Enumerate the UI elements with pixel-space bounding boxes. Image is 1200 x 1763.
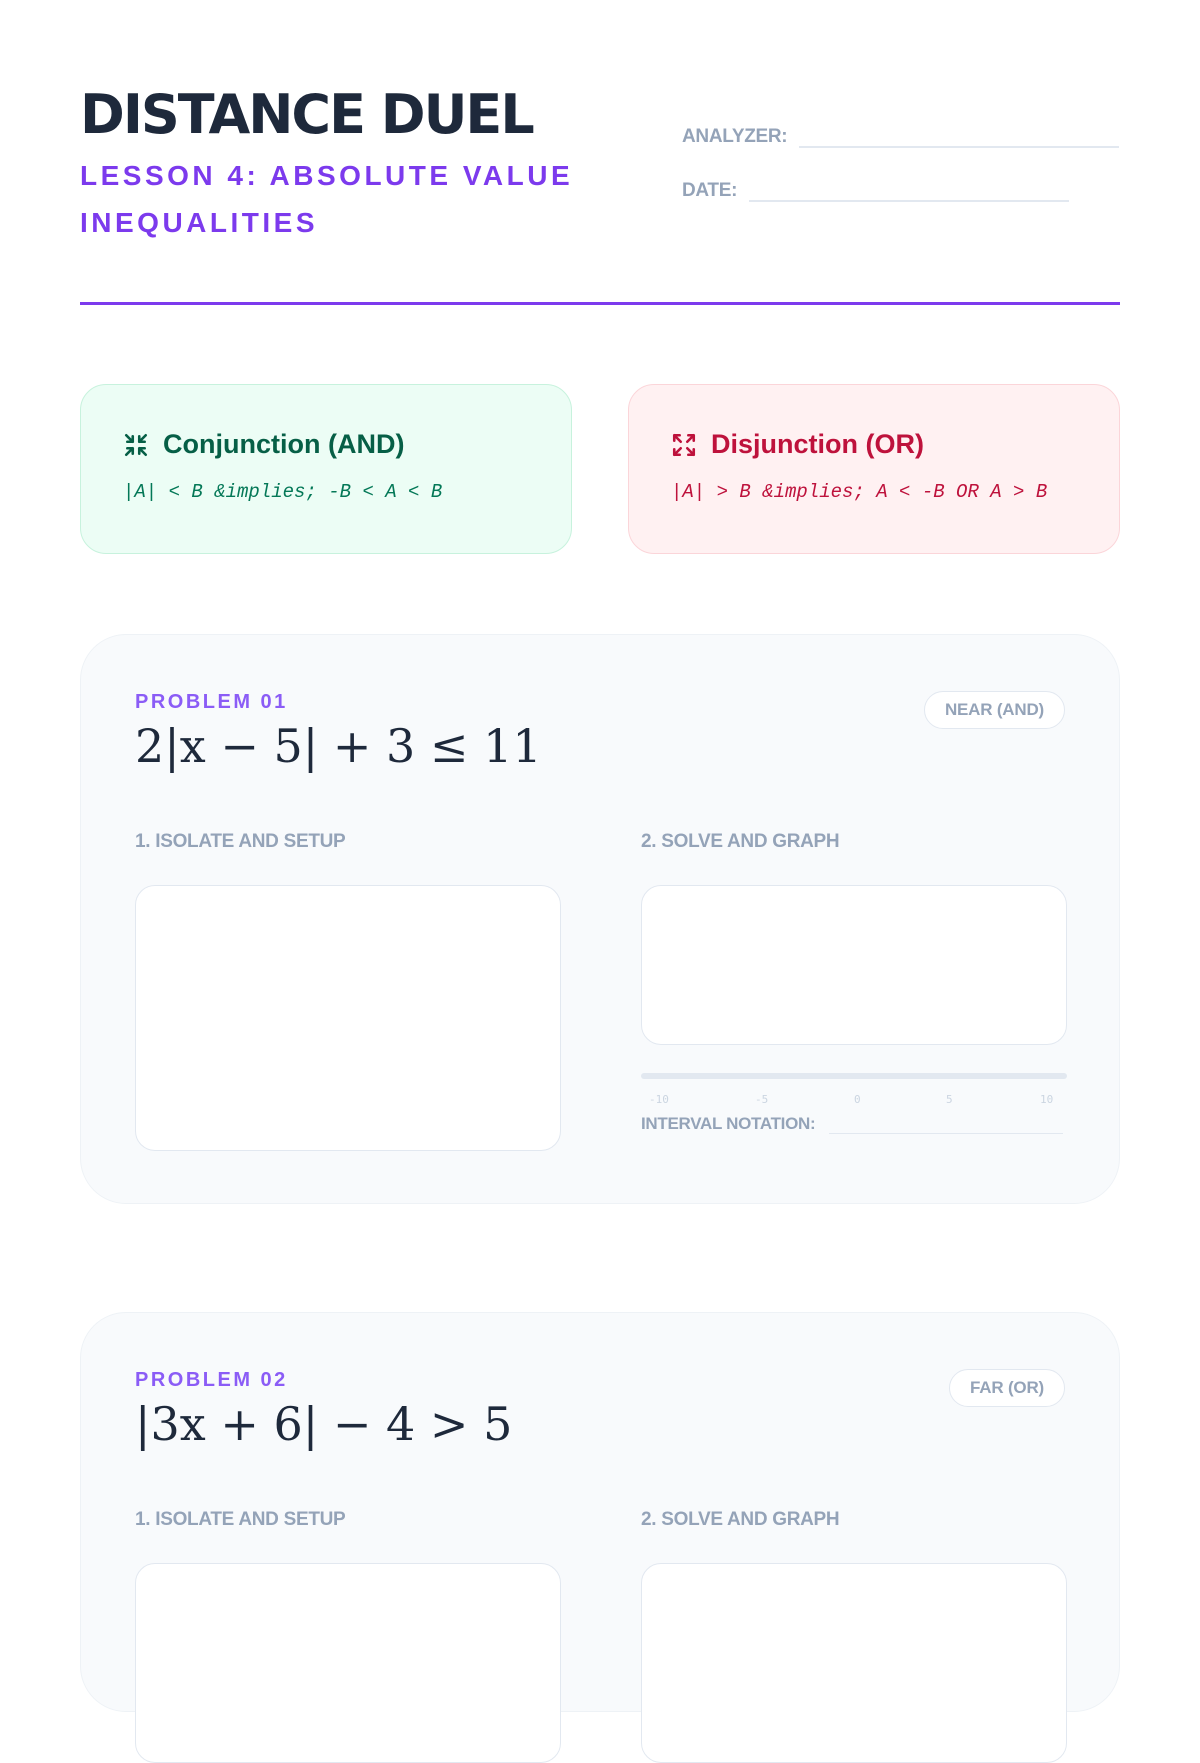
conjunction-rule-card bbox=[80, 384, 572, 554]
date-field bbox=[682, 176, 1069, 202]
disjunction-rule-header bbox=[671, 429, 924, 460]
tick-label: 0 bbox=[854, 1093, 861, 1106]
analyzer-label: ANALYZER: bbox=[682, 126, 788, 147]
conjunction-rule-formula: |A| < B &implies; -B < A < B bbox=[123, 481, 443, 503]
date-input-line[interactable] bbox=[749, 176, 1069, 202]
date-label: DATE: bbox=[682, 180, 738, 201]
problem-equation: |3x + 6| − 4 > 5 bbox=[135, 1397, 513, 1451]
problem-equation: 2|x − 5| + 3 ≤ 11 bbox=[135, 719, 542, 773]
worksheet-header bbox=[80, 80, 1120, 305]
number-line-ticks bbox=[641, 1093, 1067, 1113]
step-solve-label: 2. SOLVE AND GRAPH bbox=[641, 831, 840, 852]
tick-label: 5 bbox=[946, 1093, 953, 1106]
setup-work-area[interactable] bbox=[135, 1563, 561, 1763]
conjunction-rule-header bbox=[123, 429, 404, 460]
expand-arrows-icon bbox=[671, 432, 697, 458]
lesson-subtitle: LESSON 4: ABSOLUTE VALUE INEQUALITIES bbox=[80, 160, 574, 238]
step-solve-label: 2. SOLVE AND GRAPH bbox=[641, 1509, 840, 1530]
conjunction-rule-title: Conjunction (AND) bbox=[163, 429, 405, 459]
interval-notation-input-line[interactable] bbox=[829, 1113, 1063, 1134]
tick-label: 10 bbox=[1040, 1093, 1054, 1106]
problem-card bbox=[80, 1312, 1120, 1712]
tick-label: -10 bbox=[649, 1093, 669, 1106]
disjunction-rule-card bbox=[628, 384, 1120, 554]
interval-notation-label: INTERVAL NOTATION: bbox=[641, 1114, 816, 1133]
analyzer-input-line[interactable] bbox=[799, 122, 1119, 148]
problem-type-badge: FAR (OR) bbox=[949, 1369, 1065, 1407]
interval-notation-field bbox=[641, 1113, 1063, 1134]
disjunction-rule-title: Disjunction (OR) bbox=[711, 429, 924, 459]
setup-work-area[interactable] bbox=[135, 885, 561, 1151]
compress-arrows-icon bbox=[123, 432, 149, 458]
number-line-bar[interactable] bbox=[641, 1073, 1067, 1079]
problem-card bbox=[80, 634, 1120, 1204]
step-isolate-label: 1. ISOLATE AND SETUP bbox=[135, 1509, 346, 1530]
solve-work-area[interactable] bbox=[641, 1563, 1067, 1763]
analyzer-field bbox=[682, 122, 1119, 148]
tick-label: -5 bbox=[755, 1093, 769, 1106]
number-line[interactable] bbox=[641, 1073, 1067, 1113]
problem-number: PROBLEM 02 bbox=[135, 1369, 288, 1391]
solve-work-area[interactable] bbox=[641, 885, 1067, 1045]
problem-number: PROBLEM 01 bbox=[135, 691, 288, 713]
disjunction-rule-formula: |A| > B &implies; A < -B OR A > B bbox=[671, 481, 1048, 503]
problem-type-badge: NEAR (AND) bbox=[924, 691, 1065, 729]
worksheet-title: DISTANCE DUEL bbox=[80, 83, 533, 146]
step-isolate-label: 1. ISOLATE AND SETUP bbox=[135, 831, 346, 852]
